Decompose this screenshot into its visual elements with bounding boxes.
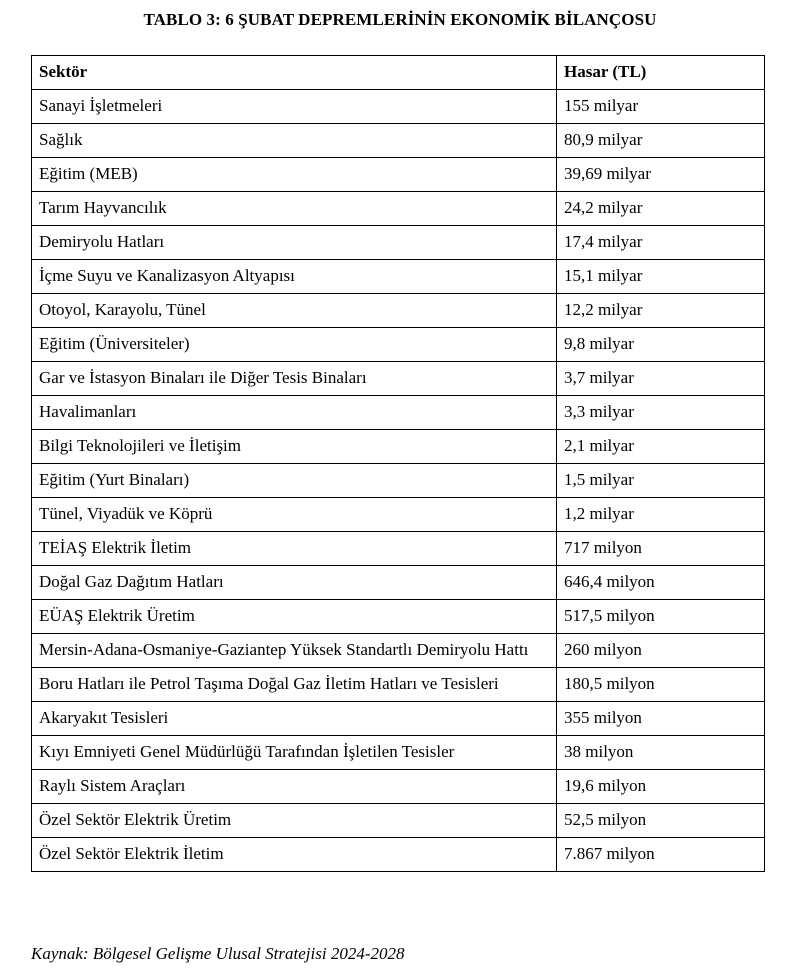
- table-body: [32, 90, 765, 872]
- damage-cell: 2,1 milyar: [557, 430, 765, 464]
- damage-cell: 15,1 milyar: [557, 260, 765, 294]
- damage-cell: 7.867 milyon: [557, 838, 765, 872]
- sector-cell: Sağlık: [32, 124, 557, 158]
- table-row: [32, 600, 765, 634]
- damage-cell: 52,5 milyon: [557, 804, 765, 838]
- damage-cell: 1,2 milyar: [557, 498, 765, 532]
- damage-cell: 180,5 milyon: [557, 668, 765, 702]
- damage-cell: 38 milyon: [557, 736, 765, 770]
- damage-cell: 9,8 milyar: [557, 328, 765, 362]
- table-row: [32, 294, 765, 328]
- table-row: [32, 430, 765, 464]
- table-row: [32, 566, 765, 600]
- damage-cell: 24,2 milyar: [557, 192, 765, 226]
- sector-cell: Tarım Hayvancılık: [32, 192, 557, 226]
- sector-cell: Raylı Sistem Araçları: [32, 770, 557, 804]
- sector-cell: Eğitim (MEB): [32, 158, 557, 192]
- sector-cell: Boru Hatları ile Petrol Taşıma Doğal Gaz İletim Hatları ve Tesisleri: [32, 668, 557, 702]
- damage-cell: 39,69 milyar: [557, 158, 765, 192]
- sector-cell: Eğitim (Üniversiteler): [32, 328, 557, 362]
- table-row: [32, 668, 765, 702]
- sector-cell: Gar ve İstasyon Binaları ile Diğer Tesis Binaları: [32, 362, 557, 396]
- table-row: [32, 90, 765, 124]
- sector-cell: Akaryakıt Tesisleri: [32, 702, 557, 736]
- table-row: [32, 226, 765, 260]
- damage-cell: 80,9 milyar: [557, 124, 765, 158]
- sector-cell: Havalimanları: [32, 396, 557, 430]
- table-row: [32, 634, 765, 668]
- table-title: TABLO 3: 6 ŞUBAT DEPREMLERİNİN EKONOMİK BİLANÇOSU: [143, 10, 657, 29]
- table-row: [32, 158, 765, 192]
- damage-cell: 12,2 milyar: [557, 294, 765, 328]
- table-row: [32, 464, 765, 498]
- table-row: [32, 498, 765, 532]
- sector-cell: Mersin-Adana-Osmaniye-Gaziantep Yüksek Standartlı Demiryolu Hattı: [32, 634, 557, 668]
- damage-cell: 155 milyar: [557, 90, 765, 124]
- damage-cell: 17,4 milyar: [557, 226, 765, 260]
- header-sector: Sektör: [32, 56, 557, 90]
- table-row: [32, 124, 765, 158]
- damage-cell: 3,7 milyar: [557, 362, 765, 396]
- sector-cell: Özel Sektör Elektrik İletim: [32, 838, 557, 872]
- damage-cell: 717 milyon: [557, 532, 765, 566]
- table-row: [32, 736, 765, 770]
- sector-cell: EÜAŞ Elektrik Üretim: [32, 600, 557, 634]
- damage-cell: 355 milyon: [557, 702, 765, 736]
- sector-cell: Eğitim (Yurt Binaları): [32, 464, 557, 498]
- sector-cell: TEİAŞ Elektrik İletim: [32, 532, 557, 566]
- source-note: Kaynak: Bölgesel Gelişme Ulusal Stratejisi 2024-2028: [31, 944, 405, 963]
- table-row: [32, 396, 765, 430]
- damage-cell: 517,5 milyon: [557, 600, 765, 634]
- damage-cell: 3,3 milyar: [557, 396, 765, 430]
- damage-cell: 19,6 milyon: [557, 770, 765, 804]
- sector-cell: Demiryolu Hatları: [32, 226, 557, 260]
- table-row: [32, 532, 765, 566]
- table-row: [32, 702, 765, 736]
- sector-cell: Sanayi İşletmeleri: [32, 90, 557, 124]
- sector-cell: Bilgi Teknolojileri ve İletişim: [32, 430, 557, 464]
- sector-cell: Tünel, Viyadük ve Köprü: [32, 498, 557, 532]
- damage-cell: 260 milyon: [557, 634, 765, 668]
- sector-cell: İçme Suyu ve Kanalizasyon Altyapısı: [32, 260, 557, 294]
- damage-cell: 1,5 milyar: [557, 464, 765, 498]
- sector-cell: Kıyı Emniyeti Genel Müdürlüğü Tarafından İşletilen Tesisler: [32, 736, 557, 770]
- table-row: [32, 838, 765, 872]
- sector-cell: Doğal Gaz Dağıtım Hatları: [32, 566, 557, 600]
- table-row: [32, 770, 765, 804]
- table-row: [32, 260, 765, 294]
- table-header-row: [32, 56, 765, 90]
- header-damage: Hasar (TL): [557, 56, 765, 90]
- table-row: [32, 328, 765, 362]
- table-row: [32, 804, 765, 838]
- table-row: [32, 192, 765, 226]
- sector-cell: Otoyol, Karayolu, Tünel: [32, 294, 557, 328]
- sector-cell: Özel Sektör Elektrik Üretim: [32, 804, 557, 838]
- table-row: [32, 362, 765, 396]
- damage-cell: 646,4 milyon: [557, 566, 765, 600]
- damage-table: [31, 55, 765, 872]
